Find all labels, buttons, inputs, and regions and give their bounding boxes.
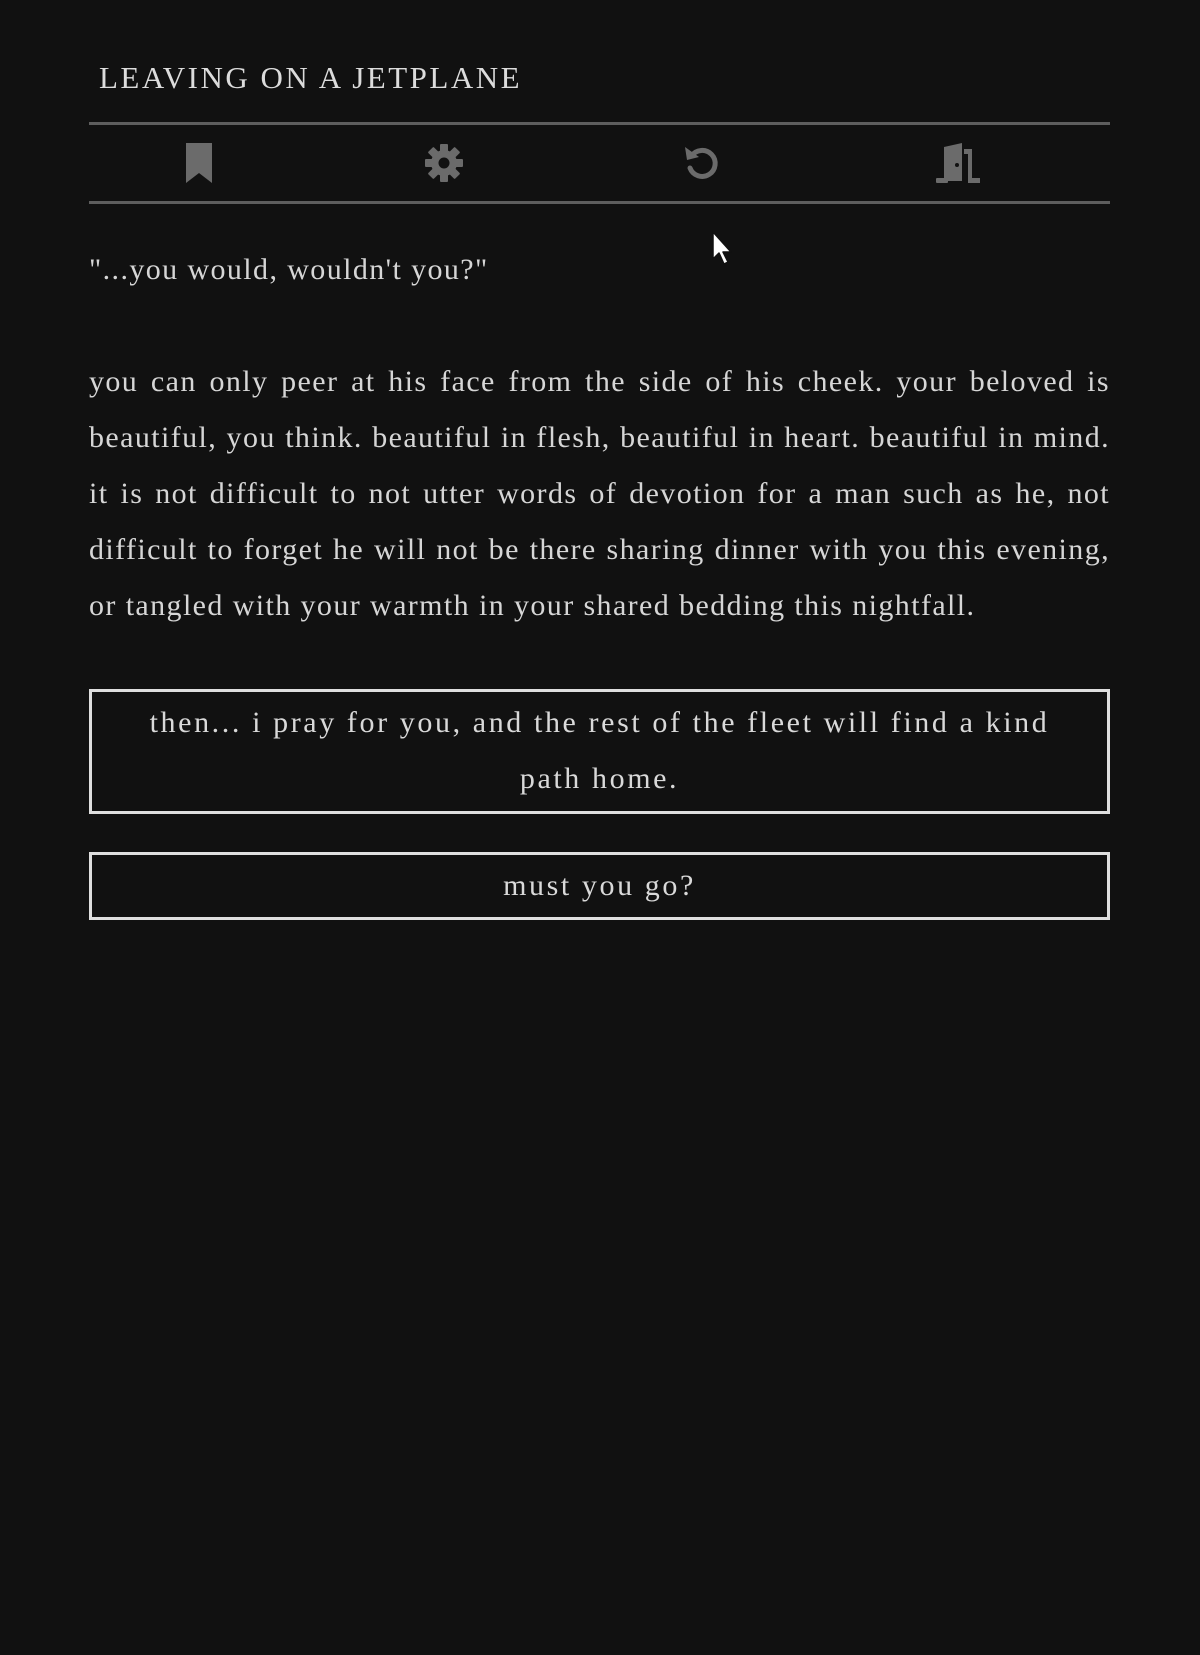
passage xyxy=(89,250,1110,634)
bookmark-icon xyxy=(184,143,214,183)
gear-icon xyxy=(424,143,464,183)
choice-button-pray[interactable]: then... i pray for you, and the rest of the fleet will find a kind path home. xyxy=(89,689,1110,814)
settings-button[interactable] xyxy=(404,125,484,201)
door-exit-icon xyxy=(936,143,982,183)
choice-button-must-you-go[interactable]: must you go? xyxy=(89,852,1110,920)
toolbar xyxy=(89,122,1110,204)
choices xyxy=(89,689,1110,920)
passage-paragraph: you can only peer at his face from the side of his cheek. your beloved is beautiful, you think. beautiful in flesh, beautiful in heart. beautiful in mind. it is not difficult to not utter words of devotion for a man such as he, not difficult to forget he will not be there sharing dinner with you this evening, or tangled with your warmth in your shared bedding this nightfall. xyxy=(89,365,1110,622)
passage-quote: "...you would, wouldn't you?" xyxy=(89,253,489,286)
bookmark-button[interactable] xyxy=(169,125,229,201)
story-title: LEAVING ON A JETPLANE xyxy=(99,60,523,95)
restart-button[interactable] xyxy=(662,125,742,201)
story-container xyxy=(89,0,1110,920)
exit-button[interactable] xyxy=(919,125,999,201)
restart-icon xyxy=(682,143,722,183)
